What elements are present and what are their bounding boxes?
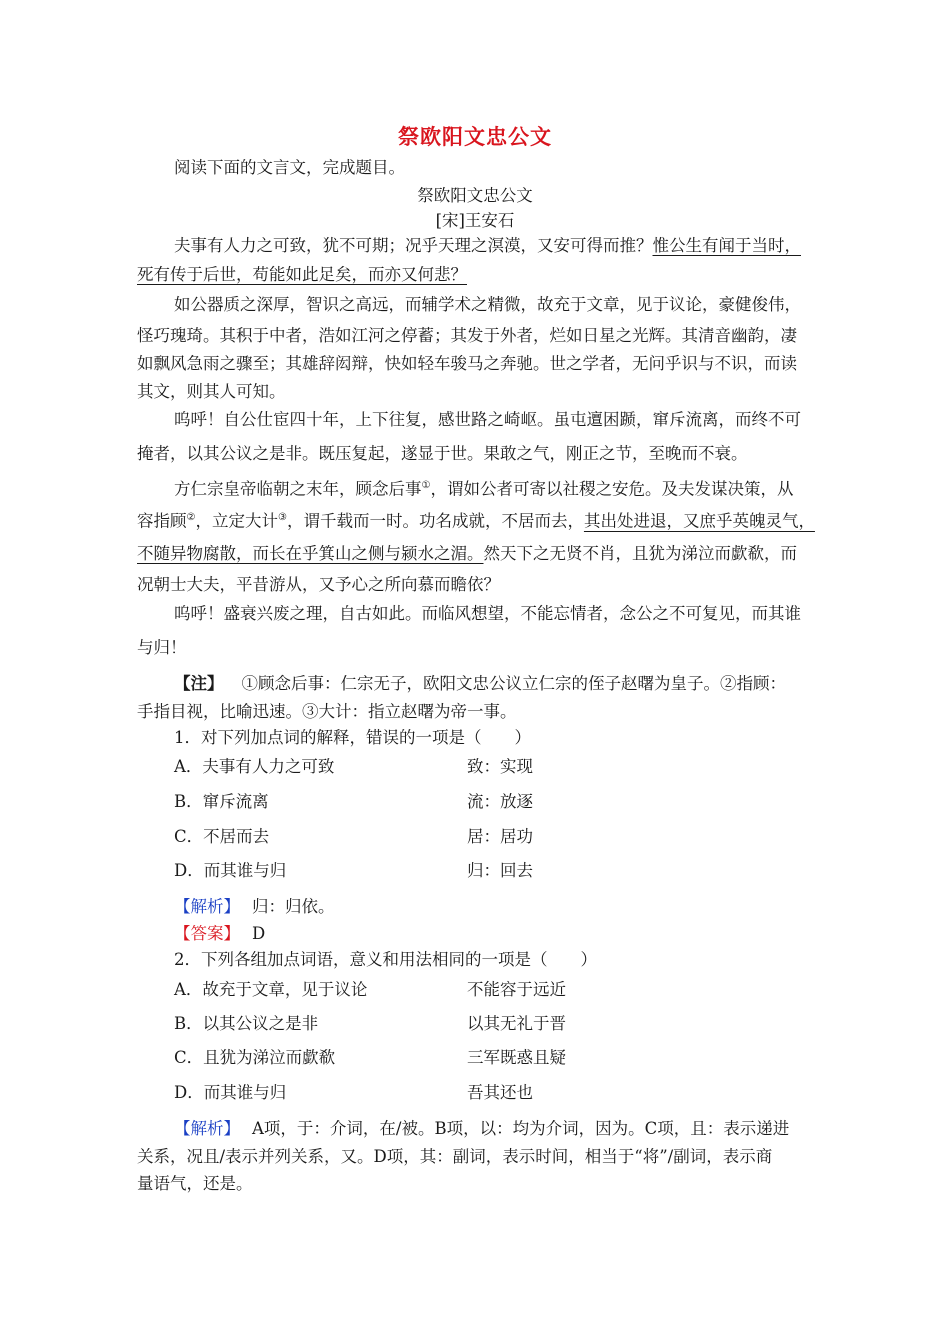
question-2-option-c-compare: 三军既惑且疑 bbox=[467, 1048, 566, 1067]
note-tag: 【注】 bbox=[174, 674, 224, 693]
question-2-option-a-compare: 不能容于远近 bbox=[467, 980, 566, 999]
instruction: 阅读下面的文言文，完成题目。 bbox=[174, 158, 405, 177]
essay-paragraph-4-line-3 bbox=[137, 546, 797, 563]
question-1-option-d-explanation: 归：回去 bbox=[467, 861, 533, 880]
question-2-option-b: B．以其公议之是非 bbox=[174, 1014, 319, 1033]
essay-author: [宋]王安石 bbox=[435, 211, 515, 230]
question-1-option-c-explanation: 居：居功 bbox=[467, 827, 533, 846]
question-2-analysis-line-1 bbox=[174, 1121, 789, 1138]
question-2-option-c: C．且犹为涕泣而歔欷 bbox=[174, 1048, 336, 1067]
question-2-analysis-line-3: 量语气，还是。 bbox=[137, 1174, 253, 1193]
note-line-1 bbox=[174, 676, 786, 693]
essay-text: 容指顾 bbox=[137, 511, 187, 531]
underlined-sentence: 不随异物腐散，而长在乎箕山之侧与颍水之湄。 bbox=[137, 544, 484, 563]
analysis-tag: 【解析】 bbox=[174, 897, 240, 916]
essay-paragraph-1-line-2: 死有传于后世，苟能如此足矣，而亦又何悲？ bbox=[137, 265, 467, 284]
essay-text: ，立定大计 bbox=[195, 511, 278, 531]
underlined-sentence: 其出处进退，又庶乎英魄灵气， bbox=[583, 511, 815, 531]
question-1-analysis bbox=[174, 899, 335, 916]
question-2-option-d: D．而其谁与归 bbox=[174, 1083, 287, 1102]
answer-text: D bbox=[252, 924, 266, 943]
page-title: 祭欧阳文忠公文 bbox=[398, 124, 552, 149]
question-1-option-c: C．不居而去 bbox=[174, 827, 270, 846]
question-2-option-a: A．故充于文章，见于议论 bbox=[174, 980, 368, 999]
essay-text: 然天下之无贤不肖，且犹为涕泣而歔欷，而 bbox=[483, 544, 797, 563]
essay-text: 夫事有人力之可致，犹不可期；况乎天理之溟漠，又安可得而推？ bbox=[174, 236, 653, 255]
essay-paragraph-4-line-2 bbox=[137, 513, 815, 530]
note-text: ①顾念后事：仁宗无子，欧阳文忠公议立仁宗的侄子赵曙为皇子。②指顾： bbox=[241, 674, 786, 693]
question-1-option-a: A．夫事有人力之可致 bbox=[174, 757, 335, 776]
question-1-option-d: D．而其谁与归 bbox=[174, 861, 287, 880]
essay-paragraph-2-line-3: 如飘风急雨之骤至；其雄辞闳辩，快如轻车骏马之奔驰。世之学者，无问乎识与不识，而读 bbox=[137, 354, 797, 373]
footnote-marker: ① bbox=[421, 480, 431, 491]
essay-paragraph-4-line-1 bbox=[174, 481, 793, 498]
question-2-option-b-compare: 以其无礼于晋 bbox=[467, 1014, 566, 1033]
essay-paragraph-2-line-4: 其文，则其人可知。 bbox=[137, 382, 286, 401]
question-1-option-a-explanation: 致：实现 bbox=[467, 757, 533, 776]
footnote-marker: ② bbox=[186, 512, 196, 523]
essay-paragraph-4-line-4: 况朝士大夫，平昔游从，又予心之所向慕而瞻依？ bbox=[137, 575, 500, 594]
essay-paragraph-2-line-1: 如公器质之深厚，智识之高远，而辅学术之精微，故充于文章，见于议论，豪健俊伟， bbox=[174, 295, 801, 314]
question-1-option-b-explanation: 流：放逐 bbox=[467, 792, 533, 811]
question-2-option-d-compare: 吾其还也 bbox=[467, 1083, 533, 1102]
essay-paragraph-5-line-1: 呜呼！盛衰兴废之理，自古如此。而临风想望，不能忘情者，念公之不可复见，而其谁 bbox=[174, 604, 801, 623]
essay-paragraph-1-line-1 bbox=[174, 238, 801, 255]
underlined-sentence: 惟公生有闻于当时， bbox=[652, 236, 801, 255]
essay-paragraph-3-line-1: 呜呼！自公仕宦四十年，上下往复，感世路之崎岖。虽屯邅困踬，窜斥流离，而终不可 bbox=[174, 410, 801, 429]
question-1-answer bbox=[174, 926, 265, 943]
footnote-marker: ③ bbox=[277, 512, 287, 523]
analysis-tag: 【解析】 bbox=[174, 1119, 240, 1138]
note-line-2: 手指目视，比喻迅速。③大计：指立赵曙为帝一事。 bbox=[137, 702, 517, 721]
question-1-option-b: B．窜斥流离 bbox=[174, 792, 269, 811]
essay-paragraph-2-line-2: 怪巧瑰琦。其积于中者，浩如江河之停蓄；其发于外者，烂如日星之光辉。其清音幽韵，凄 bbox=[137, 326, 797, 345]
essay-text: ，谓如公者可寄以社稷之安危。及夫发谋决策，从 bbox=[430, 479, 794, 499]
question-2-analysis-line-2: 关系，况且/表示并列关系，又。D项，其：副词，表示时间，相当于“将”/副词，表示商 bbox=[137, 1147, 773, 1166]
analysis-text: 归：归依。 bbox=[252, 897, 335, 916]
question-1-stem: 1．对下列加点词的解释，错误的一项是（ ） bbox=[174, 728, 531, 747]
essay-heading: 祭欧阳文忠公文 bbox=[417, 186, 533, 205]
essay-text: ，谓千载而一时。功名成就，不居而去， bbox=[286, 511, 584, 531]
essay-paragraph-5-line-2: 与归！ bbox=[137, 638, 187, 657]
essay-paragraph-3-line-2: 掩者，以其公议之是非。既压复起，遂显于世。果敢之气，刚正之节，至晚而不衰。 bbox=[137, 444, 748, 463]
analysis-text: A项，于：介词，在/被。B项，以：均为介词，因为。C项，且：表示递进 bbox=[252, 1119, 790, 1138]
answer-tag: 【答案】 bbox=[174, 924, 240, 943]
essay-text: 方仁宗皇帝临朝之末年，顾念后事 bbox=[174, 479, 422, 499]
question-2-stem: 2．下列各组加点词语，意义和用法相同的一项是（ ） bbox=[174, 950, 597, 969]
